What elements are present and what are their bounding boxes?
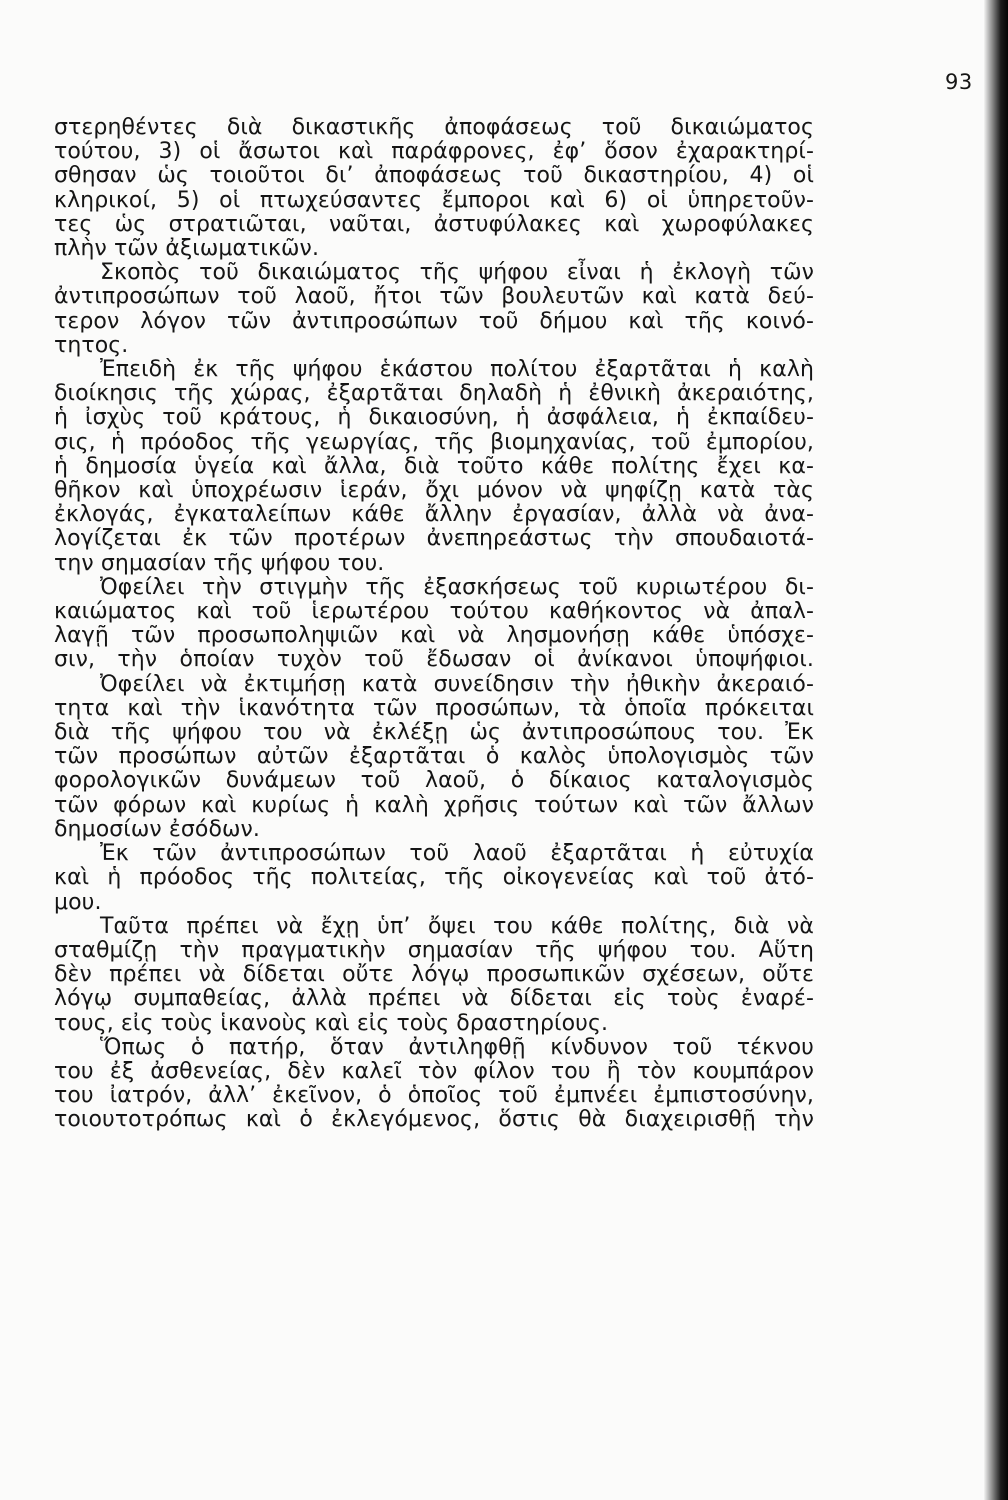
text-line: τούτου, 3) οἱ ἄσωτοι καὶ παράφρονες, ἐφ’ ὅσον ἐχαρακτηρί- [54,139,814,165]
text-line: δημοσίων ἐσόδων. [54,816,261,842]
text-line: μου. [54,889,102,915]
text-line: ἡ ἰσχὺς τοῦ κράτους, ἡ δικαιοσύνη, ἡ ἀσφάλεια, ἡ ἐκπαίδευ- [54,405,814,431]
scan-edge-shadow [984,0,1008,1500]
text-line: του ἰατρόν, ἀλλ’ ἐκεῖνον, ὁ ὁποῖος τοῦ ἐμπνέει ἐμπιστοσύνην, [54,1083,814,1109]
text-line: πλὴν τῶν ἀξιωματικῶν. [54,236,320,262]
text-line: διὰ τῆς ψήφου του νὰ ἐκλέξῃ ὡς ἀντιπροσώπους του. Ἐκ [54,720,814,746]
text-line: σιν, τὴν ὁποίαν τυχὸν τοῦ ἔδωσαν οἱ ἀνίκανοι ὑποψήφιοι. [54,647,814,673]
text-line: ἀντιπροσώπων τοῦ λαοῦ, ἤτοι τῶν βουλευτῶν καὶ κατὰ δεύ- [54,284,814,310]
text-line: Ὀφείλει νὰ ἐκτιμήσῃ κατὰ συνείδησιν τὴν ἠθικὴν ἀκεραιό- [100,671,814,697]
text-line: σταθμίζῃ τὴν πραγματικὴν σημασίαν τῆς ψήφου του. Αὕτη [54,937,814,963]
text-line: τερον λόγον τῶν ἀντιπροσώπων τοῦ δήμου καὶ τῆς κοινό- [54,308,814,334]
text-line: τοιουτοτρόπως καὶ ὁ ἐκλεγόμενος, ὅστις θὰ διαχειρισθῇ τὴν [54,1107,814,1133]
text-line: λόγῳ συμπαθείας, ἀλλὰ πρέπει νὰ δίδεται εἰς τοὺς ἐναρέ- [54,986,814,1012]
text-line: τῶν προσώπων αὐτῶν ἐξαρτᾶται ὁ καλὸς ὑπολογισμὸς τῶν [54,744,814,770]
text-line: σθησαν ὡς τοιοῦτοι δι’ ἀποφάσεως τοῦ δικαστηρίου, 4) οἱ [54,163,814,189]
text-line: φορολογικῶν δυνάμεων τοῦ λαοῦ, ὁ δίκαιος καταλογισμὸς [54,768,814,794]
text-line: τῶν φόρων καὶ κυρίως ἡ καλὴ χρῆσις τούτων καὶ τῶν ἄλλων [54,792,814,818]
text-line: Ὅπως ὁ πατήρ, ὅταν ἀντιληφθῇ κίνδυνον τοῦ τέκνου [100,1034,814,1060]
text-line: του ἐξ ἀσθενείας, δὲν καλεῖ τὸν φίλον του ἢ τὸν κουμπάρον [54,1058,814,1084]
text-line: ἡ δημοσία ὑγεία καὶ ἄλλα, διὰ τοῦτο κάθε πολίτης ἔχει κα- [54,453,814,479]
body-text [54,116,814,1133]
text-line: τητος. [54,332,129,358]
text-line: λαγῇ τῶν προσωποληψιῶν καὶ νὰ λησμονήσῃ κάθε ὑπόσχε- [54,623,814,649]
text-line: τους, εἰς τοὺς ἱκανοὺς καὶ εἰς τοὺς δραστηρίους. [54,1010,609,1036]
text-line: κληρικοί, 5) οἱ πτωχεύσαντες ἔμποροι καὶ 6) οἱ ὑπηρετοῦν- [54,187,814,213]
text-line: τες ὡς στρατιῶται, ναῦται, ἀστυφύλακες καὶ χωροφύλακες [54,211,814,237]
text-line: διοίκησις τῆς χώρας, ἐξαρτᾶται δηλαδὴ ἡ ἐθνικὴ ἀκεραιότης, [54,381,814,407]
text-line: λογίζεται ἐκ τῶν προτέρων ἀνεπηρεάστως τὴν σπουδαιοτά- [54,526,814,552]
page-number: 93 [945,70,973,94]
text-line: στερηθέντες διὰ δικαστικῆς ἀποφάσεως τοῦ δικαιώματος [54,115,814,140]
text-line: καιώματος καὶ τοῦ ἱερωτέρου τούτου καθήκοντος νὰ ἀπαλ- [54,599,814,625]
text-line: τητα καὶ τὴν ἱκανότητα τῶν προσώπων, τὰ ὁποῖα πρόκειται [54,695,814,721]
text-line: Σκοπὸς τοῦ δικαιώματος τῆς ψήφου εἶναι ἡ ἐκλογὴ τῶν [100,260,814,286]
text-line: σις, ἡ πρόοδος τῆς γεωργίας, τῆς βιομηχανίας, τοῦ ἐμπορίου, [54,429,814,455]
text-line: θῆκον καὶ ὑποχρέωσιν ἱεράν, ὄχι μόνον νὰ ψηφίζῃ κατὰ τὰς [54,478,814,504]
text-line: ἐκλογάς, ἐγκαταλείπων κάθε ἄλλην ἐργασίαν, ἀλλὰ νὰ ἀνα- [54,502,814,528]
text-line: δὲν πρέπει νὰ δίδεται οὔτε λόγῳ προσωπικῶν σχέσεων, οὔτε [54,962,814,988]
text-line: καὶ ἡ πρόοδος τῆς πολιτείας, τῆς οἰκογενείας καὶ τοῦ ἀτό- [54,865,814,891]
text-line: Ἐπειδὴ ἐκ τῆς ψήφου ἑκάστου πολίτου ἐξαρτᾶται ἡ καλὴ [100,357,814,383]
text-line: την σημασίαν τῆς ψήφου του. [54,550,385,576]
text-line: Ταῦτα πρέπει νὰ ἔχῃ ὑπ’ ὄψει του κάθε πολίτης, διὰ νὰ [100,913,814,939]
text-line: Ὀφείλει τὴν στιγμὴν τῆς ἐξασκήσεως τοῦ κυριωτέρου δι- [100,574,814,600]
text-line: Ἐκ τῶν ἀντιπροσώπων τοῦ λαοῦ ἐξαρτᾶται ἡ εὐτυχία [100,841,814,867]
